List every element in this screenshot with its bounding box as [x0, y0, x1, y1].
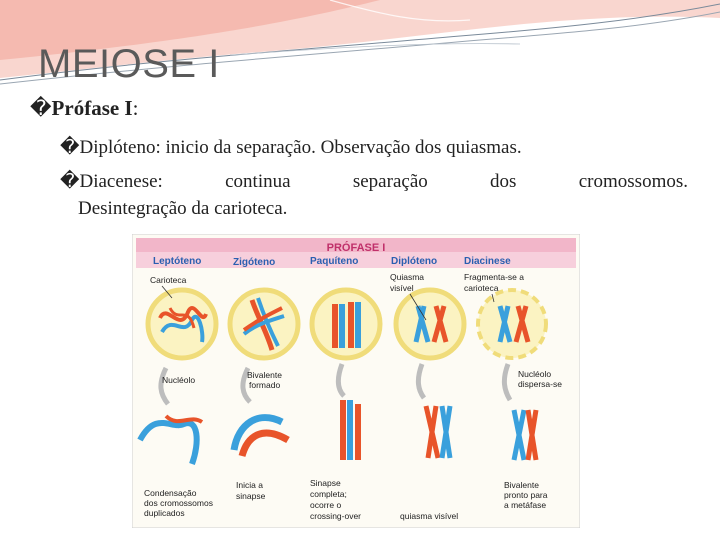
stage-label: Leptóteno [153, 256, 202, 267]
label-inicia: Inicia a [236, 480, 263, 490]
bullet-text-line2: Desintegração da carioteca. [78, 198, 288, 219]
label-sinapse: ocorre o [310, 500, 342, 510]
bullet-text-word: : [157, 171, 163, 192]
label-nucleolo-disp: dispersa-se [518, 379, 562, 389]
label-condensacao: dos cromossomos [144, 498, 213, 508]
bullet-marker: � [60, 137, 80, 158]
label-condensacao: Condensação [144, 488, 197, 498]
label-nucleolo: Nucléolo [162, 375, 196, 385]
label-inicia: sinapse [236, 491, 266, 501]
nucleus-leptoteno [148, 290, 216, 358]
bullet-term: Diplóteno [79, 137, 156, 158]
nucleus-diacinese [478, 290, 546, 358]
bullet-text-word: dos [490, 171, 517, 192]
bullet-diacenese [60, 168, 688, 222]
bullet-marker: � [30, 96, 52, 120]
label-nucleolo-disp: Nucléolo [518, 369, 552, 379]
bullet-label: Prófase I [51, 96, 133, 120]
label-bivalente-pronto: Bivalente [504, 480, 539, 490]
bullet-prófase [30, 96, 138, 121]
bullet-text-word: continua [225, 171, 291, 192]
label-quiasma: visível [390, 283, 414, 293]
label-quiasma-bottom: quiasma visível [400, 511, 459, 521]
nucleus-diploteno [396, 290, 464, 358]
label-sinapse: Sinapse [310, 478, 341, 488]
label-bivalente-pronto: a metáfase [504, 500, 547, 510]
label-condensacao: duplicados [144, 508, 185, 518]
bullet-text-word: cromossomos. [578, 171, 688, 192]
stage-label: Paquíteno [310, 256, 359, 267]
stage-label: Zigóteno [233, 257, 276, 268]
bullet-marker: � [60, 171, 80, 192]
bullet-text: : inicio da separação. Observação dos quiasmas. [155, 137, 522, 158]
chromosomes-paquiteno-lower [340, 400, 361, 460]
label-quiasma: Quiasma [390, 272, 425, 282]
prophase-diagram [132, 234, 580, 528]
label-carioteca: Carioteca [150, 275, 187, 285]
label-bivalente: formado [249, 380, 281, 390]
label-sinapse: crossing-over [310, 511, 362, 521]
bullet-term: Diacenese [79, 171, 158, 192]
diagram-header: PRÓFASE I [326, 242, 386, 254]
nucleus-paquiteno [312, 290, 380, 358]
label-bivalente: Bivalente [247, 370, 282, 380]
nucleus-zigoteno [230, 290, 298, 358]
bullet-diploteno [60, 134, 688, 161]
label-fragmenta: Fragmenta-se a [464, 272, 524, 282]
label-sinapse: completa; [310, 489, 347, 499]
label-bivalente-pronto: pronto para [504, 490, 548, 500]
page-title: MEIOSE I [38, 42, 220, 86]
bullet-suffix: : [132, 96, 139, 120]
label-fragmenta: carioteca [464, 283, 499, 293]
stage-label: Diacinese [464, 256, 511, 267]
bullet-text-word: separação [352, 171, 428, 192]
stage-label: Diplóteno [391, 256, 438, 267]
